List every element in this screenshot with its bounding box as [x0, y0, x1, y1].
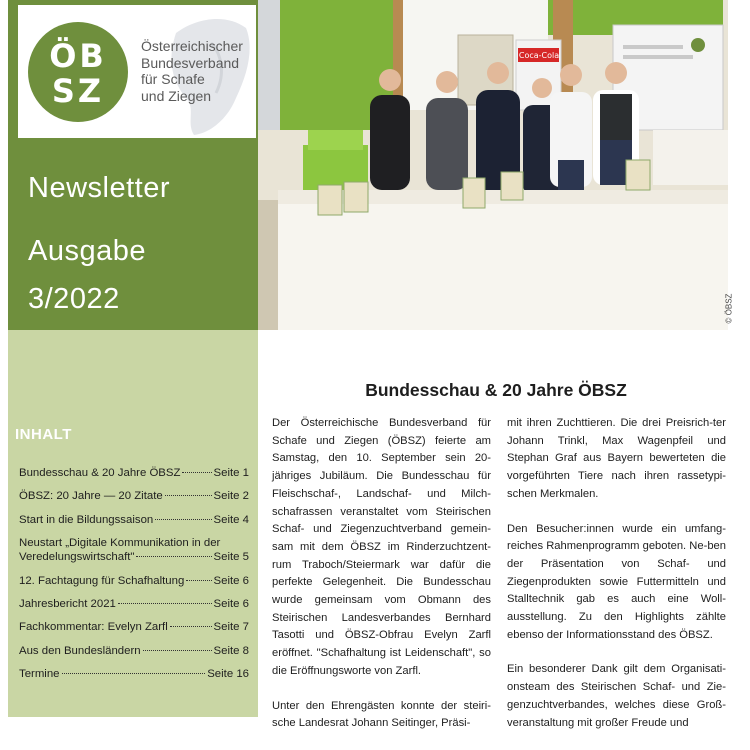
toc-item-title: ÖBSZ: 20 Jahre — 20 Zitate — [19, 490, 163, 503]
toc-item-title-continued: Veredelungswirtschaft" — [19, 551, 135, 564]
toc-item-page: Seite 2 — [213, 490, 249, 503]
toc-leader — [136, 556, 211, 557]
article-paragraph: Der Österreichische Bundesverband für Schafe und Ziegen (ÖBSZ) feierte am Samstag, den 10. September sein 20-jähriges Jubiläum. Die Bundesschau für Fleischschaf-, Landschaf- und Milch-schafrassen veranstaltet vom Steirischen Schaf- und Ziegenzuchtverband gemein-sam mit dem ÖBSZ im Rinderzuchtzent-rum Traboch/Steiermark war dafür die perfekte Gelegenheit. Die Bundesschau wurde gemeinsam vom Obmann des Steirischen Landesverbandes Bernhard Tasotti und ÖBSZ-Obfrau Evelyn Zarfl eröffnet. "Schafhaltung ist Leidenschaft", so die Eröffnungsworte von Zarfl. — [272, 417, 491, 677]
toc-leader — [186, 580, 211, 581]
event-photo — [258, 0, 728, 330]
toc-item[interactable] — [19, 489, 249, 503]
toc-item-page: Seite 7 — [213, 621, 249, 634]
toc-leader — [143, 650, 212, 651]
toc-item[interactable] — [19, 620, 249, 634]
article-paragraph: Den Besucher:innen wurde ein umfang-reiches Rahmenprogramm geboten. Ne-ben der Präsentation von Schaf- und Ziegenprodukten sowie Futtermitteln und Stalltechnik gab es auch eine Woll-ausstellung. Zu den Highlights zählte ebenso der Informationsstand des ÖBSZ. — [507, 522, 726, 641]
toc-item-page: Seite 6 — [213, 574, 249, 587]
logo-letters-top: ÖB — [49, 37, 107, 75]
tagline-line: für Schafe — [141, 71, 205, 87]
toc-leader — [182, 472, 211, 473]
toc-item[interactable] — [19, 574, 249, 588]
toc-heading: INHALT — [15, 426, 72, 443]
article-paragraph: mit ihren Zuchttieren. Die drei Preisrich-ter Johann Trinkl, Max Wagenpfeil und Stephan Graf aus Bayern bewerteten die vorgeführten Tiere nach ihren rassetypi-schen Merkmalen. — [507, 417, 726, 500]
toc-item-page: Seite 8 — [213, 644, 249, 657]
toc-item[interactable] — [19, 466, 249, 480]
toc-item[interactable] — [19, 667, 249, 681]
article-headline: Bundesschau & 20 Jahre ÖBSZ — [365, 380, 627, 400]
article-paragraph: Ein besonderer Dank gilt dem Organisati-onsteam des Steirischen Schaf- und Zie-genzuchtverbandes, welches diese Groß-veranstaltung mit großer Freude und — [507, 663, 726, 729]
table-of-contents — [19, 466, 249, 691]
toc-item-title: Start in die Bildungssaison — [19, 513, 154, 526]
tagline-line: Bundesverband — [141, 54, 240, 71]
toc-item[interactable] — [19, 513, 249, 527]
banner-text: Coca-Cola — [518, 51, 560, 60]
photo-copyright — [726, 290, 746, 330]
obsz-logo — [18, 5, 256, 138]
copyright-text: © ÖBSZ — [724, 293, 734, 324]
toc-item-title: Jahresbericht 2021 — [19, 597, 116, 610]
article-column-right — [507, 415, 726, 749]
event-photo-illustration — [258, 0, 728, 330]
sidebar-header-panel — [8, 0, 258, 330]
logo-circle — [28, 22, 128, 122]
tagline-line: Österreichischer — [141, 38, 243, 54]
toc-item-title: Termine — [19, 668, 60, 681]
toc-leader — [118, 603, 212, 604]
toc-leader — [155, 519, 211, 520]
toc-item[interactable] — [19, 597, 249, 611]
article-column-left — [272, 415, 491, 750]
newsletter-title: Newsletter — [28, 172, 170, 204]
toc-leader — [165, 495, 212, 496]
toc-item[interactable] — [19, 644, 249, 658]
toc-item-page: Seite 5 — [213, 551, 249, 564]
toc-item-title: Aus den Bundesländern — [19, 644, 141, 657]
toc-item-page: Seite 6 — [213, 597, 249, 610]
toc-item-page: Seite 1 — [213, 467, 249, 479]
article-paragraph: Unter den Ehrengästen konnte der steiri-sche Landesrat Johann Seitinger, Präsi- — [272, 699, 491, 730]
toc-item-page: Seite 4 — [213, 513, 249, 526]
toc-leader — [62, 673, 206, 674]
logo-tagline — [141, 38, 259, 104]
issue-label: Ausgabe — [28, 235, 146, 267]
toc-item[interactable] — [19, 536, 249, 564]
issue-number: 3/2022 — [28, 283, 120, 315]
toc-item-title: 12. Fachtagung für Schafhaltung — [19, 574, 185, 587]
toc-item-title: Neustart „Digitale Kommunikation in der — [19, 537, 221, 550]
toc-leader — [170, 626, 212, 627]
toc-item-title: Fachkommentar: Evelyn Zarfl — [19, 621, 168, 634]
toc-item-title: Bundesschau & 20 Jahre ÖBSZ — [19, 467, 181, 479]
toc-item-page: Seite 16 — [207, 668, 249, 681]
logo-letters-bottom: SZ — [51, 72, 105, 110]
tagline-line: und Ziegen — [141, 87, 212, 104]
